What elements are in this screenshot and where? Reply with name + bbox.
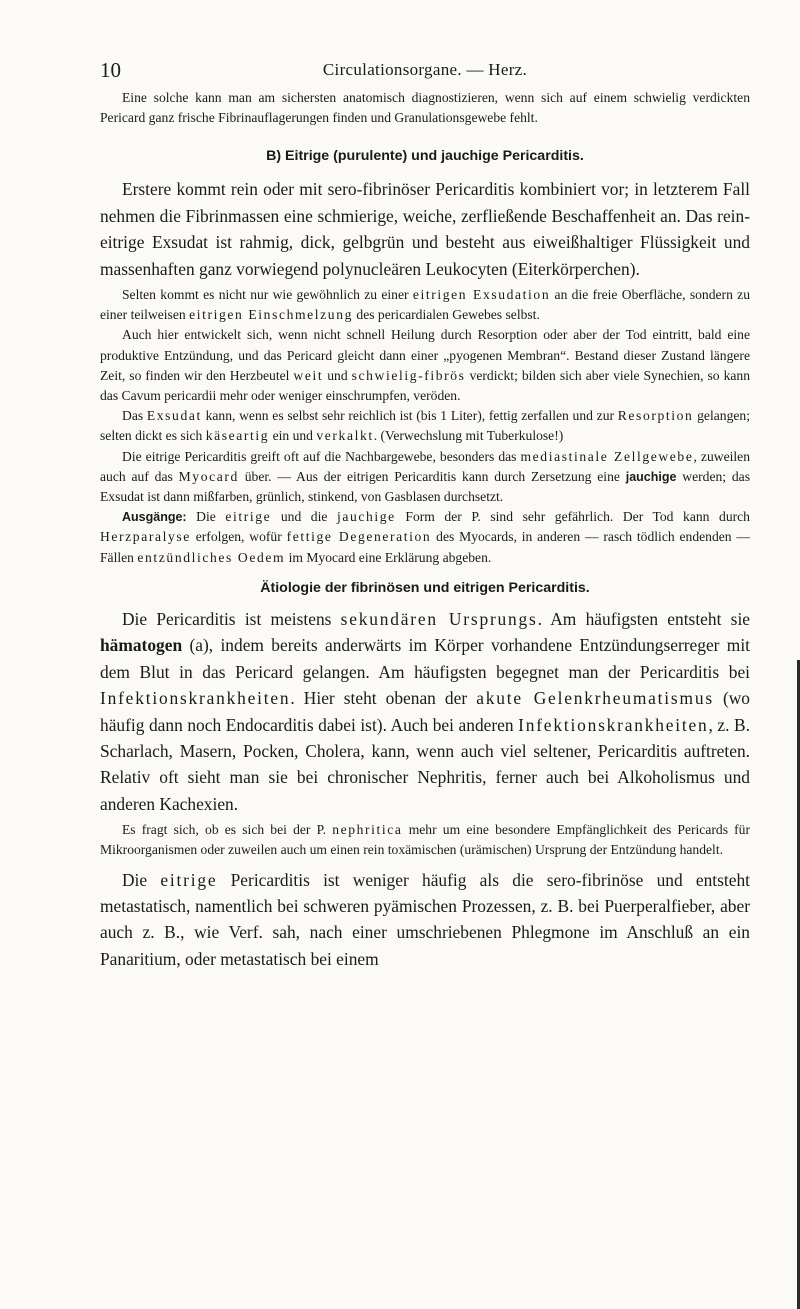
- p8-emphasis: sekundären Ursprungs: [340, 608, 538, 629]
- p7-text: des Myocards, in anderen — rasch tödlich endenden — Fällen: [100, 529, 750, 565]
- section-heading-aetiologie: Ätiologie der fibrinösen und eitrigen Pericarditis.: [260, 579, 590, 596]
- p6-text: werden; das Exsudat ist dann mißfarben, grünlich, stinkend, von Gasblasen durchsetzt.: [100, 468, 751, 505]
- p5-text: kann, wenn es selbst sehr reichlich ist (bis 1 Liter), fettig zerfallen und zur: [201, 408, 618, 424]
- p5-text: gelangen; selten dickt es sich: [100, 408, 750, 444]
- section-heading-b: B) Eitrige (purulente) und jauchige Pericarditis.: [266, 148, 584, 165]
- p7-text: erfolgen, wofür: [190, 529, 287, 545]
- p7-text: im Myocard eine Erklärung abgeben.: [285, 549, 492, 565]
- p6-text: über. — Aus der eitrigen Pericarditis kann durch Zersetzung eine: [238, 468, 626, 484]
- paragraph-5: [100, 406, 750, 446]
- p4-emphasis: schwielig-fibrös: [351, 367, 466, 383]
- p3-emphasis: eitrigen Einschmelzung: [189, 307, 354, 323]
- p8-text: . Am häufigsten entsteht sie: [537, 608, 750, 629]
- p8-text: Die Pericarditis ist meistens: [122, 608, 341, 629]
- p3-emphasis: eitrigen Exsudation: [412, 287, 551, 303]
- p6-emphasis: Myocard: [178, 468, 239, 484]
- paragraph-3: [100, 285, 750, 325]
- p7-text: und die: [271, 509, 337, 525]
- p5-text: Das: [122, 408, 147, 424]
- p7-emphasis: eitrige: [225, 509, 272, 525]
- p8-emphasis: Infektionskrankheiten: [518, 714, 709, 735]
- paragraph-10: [100, 867, 750, 973]
- p5-emphasis: Resorption: [617, 408, 694, 424]
- p8-emphasis: Infektionskrankheiten: [100, 688, 291, 709]
- p7-emphasis: fettige Degeneration: [286, 529, 432, 545]
- p9-text: mehr um eine besondere Empfänglichkeit des Pericards für Mikroorganismen oder zuweilen auch um einen rein toxämischen (urämischen) Ursprung der Entzündung handelt.: [100, 822, 750, 858]
- p3-text: des pericardialen Gewebes selbst.: [353, 307, 540, 323]
- paragraph-6: [100, 447, 750, 508]
- p9-emphasis: nephritica: [332, 822, 403, 838]
- p6-bold: jauchige: [625, 469, 677, 484]
- p6-text: Die eitrige Pericarditis greift oft auf die Nachbargewebe, besonders das: [122, 448, 521, 464]
- p7-text: Die: [186, 509, 226, 525]
- p10-text: Die: [122, 869, 161, 890]
- p3-text: an die freie Oberfläche, sondern zu einer teilweisen: [100, 287, 750, 323]
- page-header: [100, 58, 750, 82]
- running-title: Circulationsorgane. — Herz.: [322, 60, 528, 79]
- p5-emphasis: käseartig: [205, 428, 270, 444]
- paragraph-2: Erstere kommt rein oder mit sero-fibrinöser Pericarditis kombiniert vor; in letzterem Fall nehmen die Fibrinmassen eine schmierige, weiche, zerfließende Beschaffenheit an. Das rein-eitrige Exsudat ist rahmig, dick, gelbgrün und besteht aus eiweißhaltiger Flüssigkeit und massenhaften ganz vorwiegend polynucleären Leukocyten (Eiterkörperchen).: [100, 179, 750, 279]
- p7-emphasis: entzündliches Oedem: [137, 549, 286, 565]
- p9-text: Es fragt sich, ob es sich bei der P.: [122, 822, 333, 838]
- page-number: 10: [100, 58, 121, 82]
- p4-text: Auch hier entwickelt sich, wenn nicht schnell Heilung durch Resorption oder aber der Tod eintritt, bald eine produktive Entzündung, und das Pericard gleicht dann einer „pyogenen Membran“. Bestand dieser Zustand längere Zeit, so finden wir den Herzbeutel: [100, 327, 750, 383]
- p4-text: verdickt; bilden sich aber viele Synechien, so kann das Cavum pericardii mehr oder weniger einschrumpfen, veröden.: [100, 367, 751, 404]
- p8-emphasis: akute Gelenkrheumatismus: [476, 688, 714, 709]
- text-body: [100, 88, 750, 972]
- p8-text: . Hier steht obenan der: [290, 688, 477, 709]
- paragraph-8: [100, 606, 750, 817]
- p8-text: , z. B. Scharlach, Masern, Pocken, Cholera, kann, wenn auch viel seltener, Pericarditis auftreten. Relativ oft sieht man sie bei chronischer Nephritis, ferner auch bei Alkoholismus und anderen Kachexien.: [100, 714, 750, 814]
- paragraph-1: Eine solche kann man am sichersten anatomisch diagnostizieren, wenn sich auf einem schwielig verdickten Pericard ganz frische Fibrinauflagerungen finden und Granulationsgewebe fehlt.: [100, 90, 750, 126]
- p7-emphasis: Herzparalyse: [100, 529, 191, 545]
- p8-bold: hämatogen: [100, 635, 183, 656]
- p7-label: Ausgänge:: [122, 510, 187, 525]
- p6-emphasis: mediastinale Zellgewebe: [520, 448, 694, 464]
- paragraph-4: [100, 325, 750, 406]
- p5-text: . (Verwechslung mit Tuberkulose!): [373, 428, 564, 444]
- p8-text: (a), indem bereits anderwärts im Körper vorhandene Entzündungserreger mit dem Blut in das Pericard gelangen. Am häufigsten begegnet man der Pericarditis bei: [100, 635, 750, 682]
- p10-emphasis: eitrige: [160, 869, 218, 890]
- p3-text: Selten kommt es nicht nur wie gewöhnlich zu einer: [122, 287, 413, 303]
- p5-emphasis: Exsudat: [146, 408, 202, 424]
- paragraph-7: [100, 507, 750, 568]
- p5-text: ein und: [269, 428, 317, 444]
- p10-text: Pericarditis ist weniger häufig als die sero-fibrinöse und entsteht metastatisch, namentlich bei schweren pyämischen Prozessen, z. B. bei Puerperalfieber, aber auch z. B., wie Verf. sah, nach einer umschriebenen Phlegmone im Anschluß an ein Panaritium, oder metastatisch bei einem: [100, 869, 750, 969]
- p7-emphasis: jauchige: [336, 509, 396, 525]
- p5-emphasis: verkalkt: [316, 428, 374, 444]
- p7-text: Form der P. sind sehr gefährlich. Der Tod kann durch: [395, 509, 750, 525]
- p6-text: , zuweilen auch auf das: [100, 448, 750, 484]
- paragraph-9: [100, 820, 750, 860]
- p4-emphasis: weit: [293, 367, 324, 383]
- p8-text: (wo häufig dann noch Endocarditis dabei ist). Auch bei anderen: [100, 688, 750, 735]
- p4-text: und: [323, 367, 352, 383]
